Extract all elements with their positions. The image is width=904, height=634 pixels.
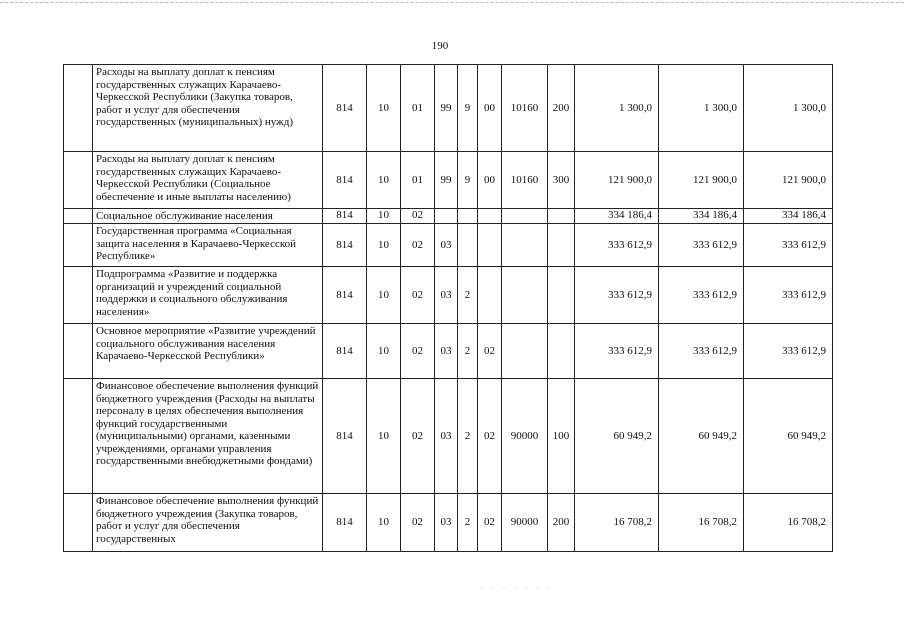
amount-cell: 16 708,2 xyxy=(744,494,833,552)
direction-code-cell: 10160 xyxy=(502,65,548,152)
expense-type-cell: 100 xyxy=(548,379,575,494)
row-number-cell xyxy=(64,324,93,379)
direction-code-cell: 90000 xyxy=(502,379,548,494)
event-code-cell xyxy=(478,267,502,324)
section-code-cell: 10 xyxy=(367,209,401,224)
event-code-cell: 00 xyxy=(478,152,502,209)
direction-code-cell: 90000 xyxy=(502,494,548,552)
expense-name-cell: Финансовое обеспечение выполнения функций бюджетного учреждения (Закупка товаров, работ и услуг для обеспечения государственных xyxy=(93,494,323,552)
amount-cell: 333 612,9 xyxy=(744,224,833,267)
section-code-cell: 10 xyxy=(367,379,401,494)
subsection-code-cell: 01 xyxy=(401,152,435,209)
amount-cell: 16 708,2 xyxy=(659,494,744,552)
amount-cell: 333 612,9 xyxy=(659,267,744,324)
section-code-cell: 10 xyxy=(367,65,401,152)
amount-cell: 16 708,2 xyxy=(575,494,659,552)
direction-code-cell xyxy=(502,224,548,267)
page-number: 190 xyxy=(431,40,449,52)
expense-type-cell: 200 xyxy=(548,65,575,152)
expense-type-cell xyxy=(548,324,575,379)
row-number-cell xyxy=(64,209,93,224)
expense-name-cell: Финансовое обеспечение выполнения функций бюджетного учреждения (Расходы на выплаты персоналу в целях обеспечения выполнения функций государственными (муниципальными) органами, казенными учреждениями, органами управления государственными внебюджетными фондами) xyxy=(93,379,323,494)
table-row xyxy=(64,267,833,324)
expense-type-cell: 300 xyxy=(548,152,575,209)
expense-name-cell: Расходы на выплату доплат к пенсиям государственных служащих Карачаево-Черкесской Республики (Закупка товаров, работ и услуг для обеспечения государственных (муниципальных) нужд) xyxy=(93,65,323,152)
subprogram-code-cell: 2 xyxy=(458,267,478,324)
program-code-cell: 03 xyxy=(435,267,458,324)
row-number-cell xyxy=(64,267,93,324)
direction-code-cell xyxy=(502,324,548,379)
amount-cell: 333 612,9 xyxy=(744,267,833,324)
amount-cell: 334 186,4 xyxy=(575,209,659,224)
expense-name-cell: Основное мероприятие «Развитие учреждений социального обслуживания населения Карачаево-Черкесской Республики» xyxy=(93,324,323,379)
ministry-code-cell: 814 xyxy=(323,224,367,267)
expense-name-cell: Социальное обслуживание населения xyxy=(93,209,323,224)
row-number-cell xyxy=(64,224,93,267)
event-code-cell xyxy=(478,224,502,267)
row-number-cell xyxy=(64,152,93,209)
amount-cell: 333 612,9 xyxy=(575,324,659,379)
table-row xyxy=(64,224,833,267)
amount-cell: 333 612,9 xyxy=(659,224,744,267)
amount-cell: 333 612,9 xyxy=(575,224,659,267)
ministry-code-cell: 814 xyxy=(323,152,367,209)
direction-code-cell xyxy=(502,267,548,324)
table-row xyxy=(64,65,833,152)
subsection-code-cell: 02 xyxy=(401,494,435,552)
ministry-code-cell: 814 xyxy=(323,494,367,552)
ministry-code-cell: 814 xyxy=(323,324,367,379)
subsection-code-cell: 02 xyxy=(401,209,435,224)
expense-type-cell xyxy=(548,209,575,224)
program-code-cell xyxy=(435,209,458,224)
scan-artifact: · · · · · · · xyxy=(480,583,554,593)
subprogram-code-cell: 2 xyxy=(458,494,478,552)
amount-cell: 333 612,9 xyxy=(575,267,659,324)
subsection-code-cell: 02 xyxy=(401,324,435,379)
program-code-cell: 03 xyxy=(435,494,458,552)
table-row xyxy=(64,379,833,494)
row-number-cell xyxy=(64,379,93,494)
subprogram-code-cell: 2 xyxy=(458,379,478,494)
program-code-cell: 99 xyxy=(435,152,458,209)
amount-cell: 60 949,2 xyxy=(659,379,744,494)
section-code-cell: 10 xyxy=(367,267,401,324)
table-row xyxy=(64,494,833,552)
row-number-cell xyxy=(64,65,93,152)
event-code-cell: 02 xyxy=(478,379,502,494)
amount-cell: 60 949,2 xyxy=(744,379,833,494)
section-code-cell: 10 xyxy=(367,224,401,267)
subprogram-code-cell xyxy=(458,224,478,267)
subsection-code-cell: 01 xyxy=(401,65,435,152)
ministry-code-cell: 814 xyxy=(323,65,367,152)
program-code-cell: 03 xyxy=(435,379,458,494)
amount-cell: 333 612,9 xyxy=(659,324,744,379)
budget-table xyxy=(63,64,833,552)
amount-cell: 121 900,0 xyxy=(659,152,744,209)
ministry-code-cell: 814 xyxy=(323,267,367,324)
row-number-cell xyxy=(64,494,93,552)
subsection-code-cell: 02 xyxy=(401,224,435,267)
direction-code-cell xyxy=(502,209,548,224)
page-top-edge xyxy=(0,2,904,3)
subprogram-code-cell xyxy=(458,209,478,224)
expense-name-cell: Расходы на выплату доплат к пенсиям государственных служащих Карачаево-Черкесской Республики (Социальное обеспечение и иные выплаты населению) xyxy=(93,152,323,209)
expense-name-cell: Государственная программа «Социальная защита населения в Карачаево-Черкесской Республике» xyxy=(93,224,323,267)
subprogram-code-cell: 9 xyxy=(458,152,478,209)
table-row xyxy=(64,209,833,224)
ministry-code-cell: 814 xyxy=(323,379,367,494)
table-row xyxy=(64,324,833,379)
amount-cell: 334 186,4 xyxy=(744,209,833,224)
subprogram-code-cell: 2 xyxy=(458,324,478,379)
subsection-code-cell: 02 xyxy=(401,379,435,494)
program-code-cell: 03 xyxy=(435,224,458,267)
event-code-cell: 02 xyxy=(478,494,502,552)
amount-cell: 121 900,0 xyxy=(575,152,659,209)
program-code-cell: 03 xyxy=(435,324,458,379)
event-code-cell xyxy=(478,209,502,224)
expense-type-cell xyxy=(548,224,575,267)
amount-cell: 121 900,0 xyxy=(744,152,833,209)
section-code-cell: 10 xyxy=(367,494,401,552)
subprogram-code-cell: 9 xyxy=(458,65,478,152)
event-code-cell: 00 xyxy=(478,65,502,152)
expense-name-cell: Подпрограмма «Развитие и поддержка организаций и учреждений социальной поддержки и социального обслуживания населения» xyxy=(93,267,323,324)
table-row xyxy=(64,152,833,209)
event-code-cell: 02 xyxy=(478,324,502,379)
amount-cell: 60 949,2 xyxy=(575,379,659,494)
section-code-cell: 10 xyxy=(367,324,401,379)
direction-code-cell: 10160 xyxy=(502,152,548,209)
expense-type-cell: 200 xyxy=(548,494,575,552)
program-code-cell: 99 xyxy=(435,65,458,152)
amount-cell: 334 186,4 xyxy=(659,209,744,224)
amount-cell: 333 612,9 xyxy=(744,324,833,379)
amount-cell: 1 300,0 xyxy=(744,65,833,152)
subsection-code-cell: 02 xyxy=(401,267,435,324)
expense-type-cell xyxy=(548,267,575,324)
amount-cell: 1 300,0 xyxy=(659,65,744,152)
ministry-code-cell: 814 xyxy=(323,209,367,224)
amount-cell: 1 300,0 xyxy=(575,65,659,152)
section-code-cell: 10 xyxy=(367,152,401,209)
